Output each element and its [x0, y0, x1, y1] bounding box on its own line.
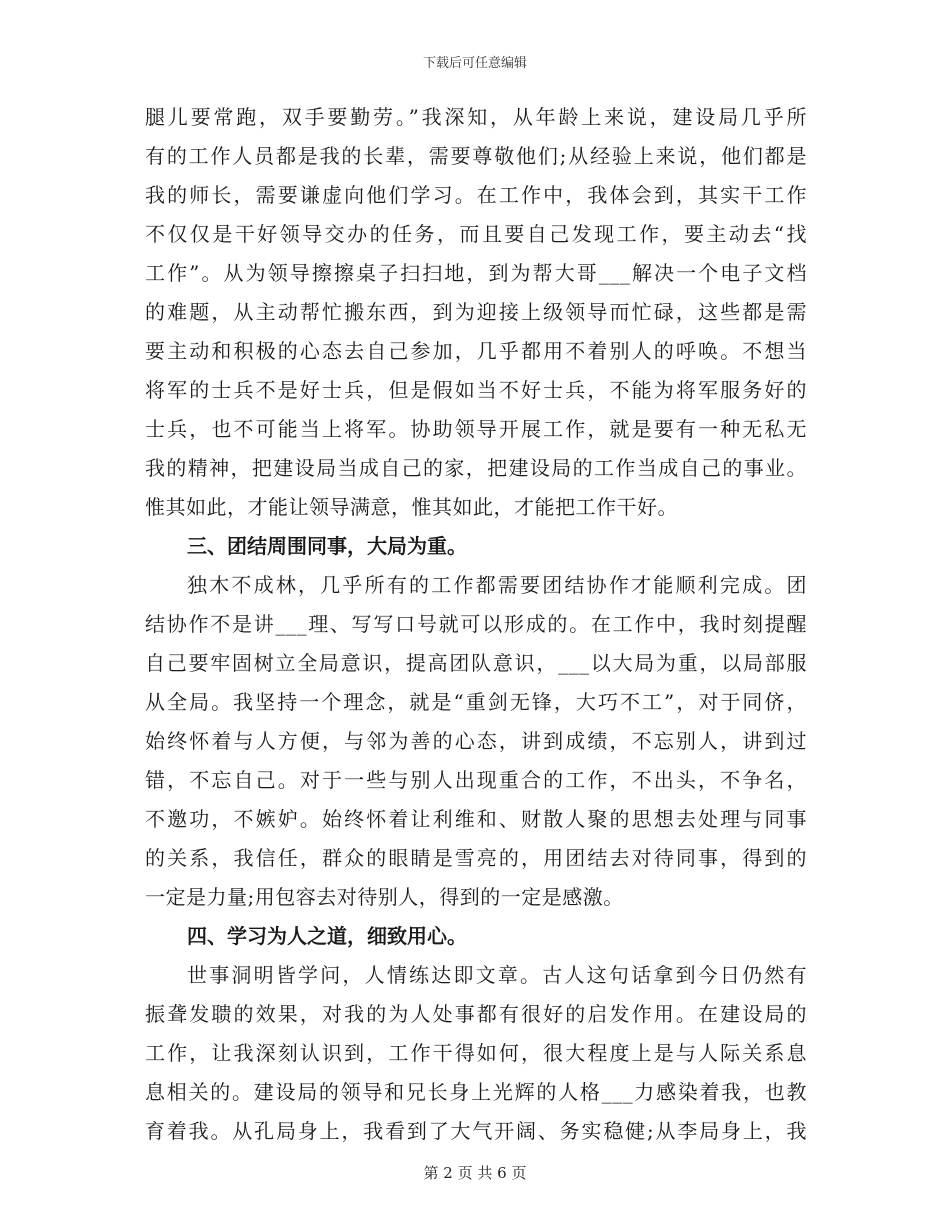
text-line: 育着我。从孔局身上，我看到了大气开阔、务实稳健;从李局身上，我	[145, 1119, 807, 1143]
text-line: 一定是力量;用包容去对待别人，得到的一定是感激。	[145, 885, 624, 909]
text-line: 我的精神，把建设局当成自己的家，把建设局的工作当成自己的事业。	[145, 456, 807, 480]
document-body	[145, 98, 807, 1151]
text-line: 自己要牢固树立全局意识，提高团队意识，___以大局为重，以局部服	[145, 651, 807, 675]
text-line: 不邀功，不嫉妒。始终怀着让利维和、财散人聚的思想去处理与同事	[145, 807, 807, 831]
text-line: 工作，让我深刻认识到，工作干得如何，很大程度上是与人际关系息	[145, 1041, 807, 1065]
text-line: 不仅仅是干好领导交办的任务，而且要自己发现工作，要主动去“找	[145, 222, 807, 246]
text-line: 结协作不是讲___理、写写口号就可以形成的。在工作中，我时刻提醒	[145, 612, 807, 636]
text-line: 有的工作人员都是我的长辈，需要尊敬他们;从经验上来说，他们都是	[145, 144, 807, 168]
paragraph-2	[145, 566, 807, 917]
section-heading-4: 四、学习为人之道，细致用心。	[187, 924, 467, 948]
paragraph-3	[145, 956, 807, 1151]
text-line: 世事洞明皆学问，人情练达即文章。古人这句话拿到今日仍然有	[187, 963, 807, 987]
text-line: 独木不成林，几乎所有的工作都需要团结协作才能顺利完成。团	[187, 573, 807, 597]
text-line: 惟其如此，才能让领导满意，惟其如此，才能把工作干好。	[145, 495, 678, 519]
text-line: 士兵，也不可能当上将军。协助领导开展工作，就是要有一种无私无	[145, 417, 807, 441]
section-heading-3: 三、团结周围同事，大局为重。	[187, 534, 467, 558]
text-line: 从全局。我坚持一个理念，就是“重剑无锋，大巧不工”，对于同侪，	[145, 690, 807, 714]
text-line: 的关系，我信任，群众的眼睛是雪亮的，用团结去对待同事，得到的	[145, 846, 807, 870]
text-line: 我的师长，需要谦虚向他们学习。在工作中，我体会到，其实干工作	[145, 183, 807, 207]
text-line: 要主动和积极的心态去自己参加，几乎都用不着别人的呼唤。不想当	[145, 339, 807, 363]
text-line: 始终怀着与人方便，与邻为善的心态，讲到成绩，不忘别人，讲到过	[145, 729, 807, 753]
paragraph-1	[145, 98, 807, 527]
page-number: 第 2 页 共 6 页	[423, 1164, 527, 1182]
page-header: 下载后可任意编辑	[422, 56, 527, 71]
text-line: 腿儿要常跑，双手要勤劳。”我深知，从年龄上来说，建设局几乎所	[145, 105, 807, 129]
text-line: 错，不忘自己。对于一些与别人出现重合的工作，不出头，不争名，	[145, 768, 807, 792]
text-line: 将军的士兵不是好士兵，但是假如当不好士兵，不能为将军服务好的	[145, 378, 807, 402]
text-line: 工作”。从为领导擦擦桌子扫扫地，到为帮大哥___解决一个电子文档	[145, 261, 807, 285]
text-line: 振聋发聩的效果，对我的为人处事都有很好的启发作用。在建设局的	[145, 1002, 807, 1026]
text-line: 的难题，从主动帮忙搬东西，到为迎接上级领导而忙碌，这些都是需	[145, 300, 807, 324]
text-line: 息相关的。建设局的领导和兄长身上光辉的人格___力感染着我，也教	[145, 1080, 807, 1104]
